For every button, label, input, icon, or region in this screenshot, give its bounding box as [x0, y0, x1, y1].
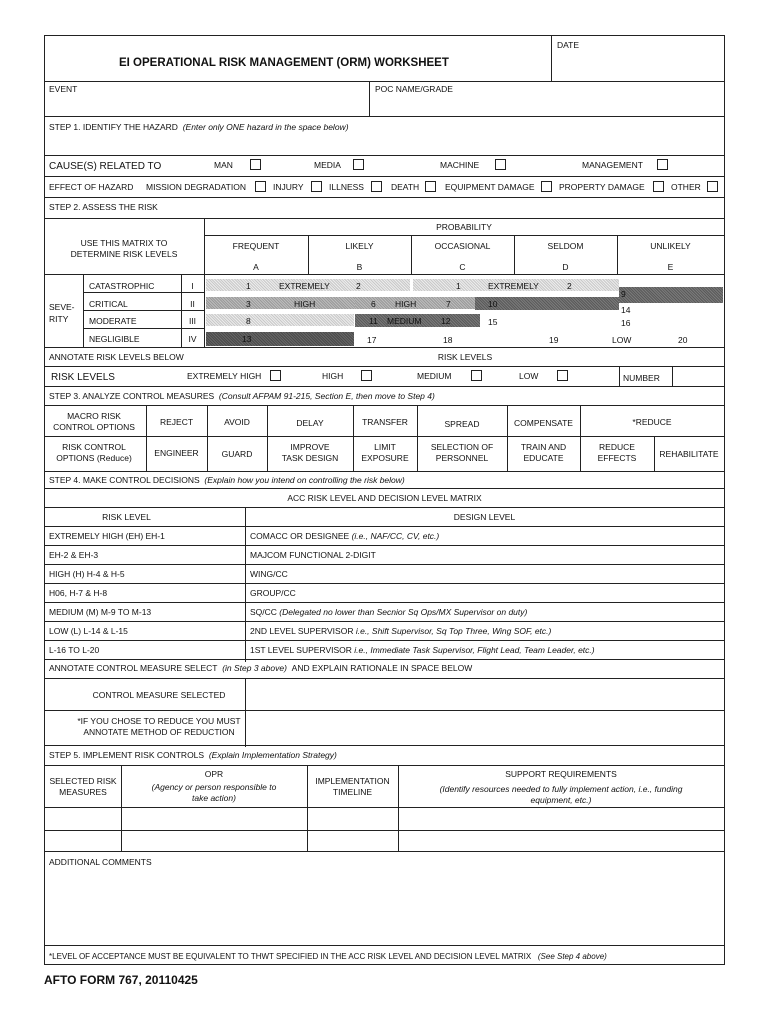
implementation-timeline-header: IMPLEMENTATION TIMELINE	[315, 776, 390, 797]
divider	[45, 807, 724, 808]
divider	[45, 621, 724, 622]
annotate-control-tail: AND EXPLAIN RATIONALE IN SPACE BELOW	[291, 663, 473, 673]
risk-row-6: LOW (L) L-14 & L-15	[49, 626, 128, 636]
step1-label: STEP 1. IDENTIFY THE HAZARD	[49, 122, 178, 132]
prob-letter-a: A	[253, 262, 259, 272]
divider	[45, 488, 724, 489]
opr-hint: (Agency or person responsible to take action)	[151, 782, 277, 803]
rc-limit-exposure[interactable]: LIMIT EXPOSURE	[361, 442, 409, 463]
matrix-value-7: 7	[446, 299, 451, 309]
risk-level-header: RISK LEVEL	[102, 512, 151, 522]
matrix-value-1: 1	[246, 281, 251, 291]
causes-label: CAUSE(S) RELATED TO	[49, 161, 162, 172]
annotate-control-label: ANNOTATE CONTROL MEASURE SELECT	[49, 663, 218, 673]
support-requirements-hint: (Identify resources needed to fully implement action, i.e., funding equipment, etc.)	[439, 784, 683, 805]
risk-row-4: H06, H-7 & H-8	[49, 588, 108, 598]
step3-label: STEP 3. ANALYZE CONTROL MEASURES	[49, 391, 215, 401]
divider	[45, 81, 724, 82]
risk-row-7: L-16 TO L-20	[49, 645, 100, 655]
design-level-note: (i.e., NAF/CC, CV, etc.)	[351, 531, 440, 541]
matrix-medium-cell	[619, 287, 723, 303]
step4-hint: (Explain how you intend on controlling the risk below)	[204, 475, 405, 485]
prob-letter-b: B	[356, 262, 363, 272]
divider	[45, 155, 724, 156]
event-label: EVENT	[49, 84, 78, 94]
severity-roman-ii: II	[190, 299, 195, 309]
support-requirements-header: SUPPORT REQUIREMENTS	[505, 769, 617, 779]
prob-frequent: FREQUENT	[232, 241, 280, 251]
macro-options-label: MACRO RISK CONTROL OPTIONS	[53, 411, 135, 432]
divider	[245, 507, 246, 662]
matrix-note: USE THIS MATRIX TO DETERMINE RISK LEVELS	[70, 238, 178, 259]
severity-critical: CRITICAL	[89, 299, 128, 309]
matrix-value-11: 11	[369, 316, 378, 326]
effect-mission-label: MISSION DEGRADATION	[146, 182, 246, 192]
matrix-high-cell	[206, 314, 354, 326]
design-level-text: WING/CC	[250, 569, 288, 579]
risk-level-low: LOW	[519, 371, 539, 381]
design-row-4	[250, 588, 296, 599]
step5-title	[49, 750, 337, 761]
design-level-text: 1ST LEVEL SUPERVISOR	[250, 645, 352, 655]
effect-mission-checkbox[interactable]	[255, 181, 266, 192]
orm-worksheet-form	[44, 35, 725, 965]
effect-equipment-checkbox[interactable]	[541, 181, 552, 192]
step5-label: STEP 5. IMPLEMENT RISK CONTROLS	[49, 750, 205, 760]
selected-risk-measures-header: SELECTED RISK MEASURES	[49, 776, 117, 797]
decision-matrix-title: ACC RISK LEVEL AND DECISION LEVEL MATRIX	[287, 493, 482, 503]
design-row-5	[250, 607, 527, 618]
date-label: DATE	[557, 40, 580, 50]
divider	[45, 564, 724, 565]
divider	[45, 745, 724, 746]
matrix-low-label: LOW	[612, 335, 632, 345]
prob-seldom: SELDOM	[547, 241, 584, 251]
form-title: EI OPERATIONAL RISK MANAGEMENT (ORM) WORKSHEET	[119, 57, 449, 69]
effect-injury-checkbox[interactable]	[311, 181, 322, 192]
footer-note	[49, 951, 607, 962]
design-level-note: i.e., Shift Supervisor, Sq Top Three, Wing SOF, etc.)	[355, 626, 552, 636]
risk-levels-label: RISK LEVELS	[51, 372, 115, 383]
macro-transfer[interactable]: TRANSFER	[362, 417, 408, 427]
divider	[45, 507, 724, 508]
cause-management-label: MANAGEMENT	[582, 160, 643, 170]
divider	[45, 659, 724, 660]
design-level-text: 2ND LEVEL SUPERVISOR	[250, 626, 354, 636]
risk-level-high-checkbox[interactable]	[361, 370, 372, 381]
rc-rehabilitate[interactable]: REHABILITATE	[659, 449, 719, 459]
cause-management-checkbox[interactable]	[657, 159, 668, 170]
divider	[45, 710, 724, 711]
control-measure-selected-label: CONTROL MEASURE SELECTED	[92, 690, 226, 700]
matrix-value-14: 14	[621, 305, 631, 315]
effect-property-label: PROPERTY DAMAGE	[559, 182, 645, 192]
divider	[45, 851, 724, 852]
rc-reduce-effects[interactable]: REDUCE EFFECTS	[597, 442, 637, 463]
design-level-header: DESIGN LEVEL	[453, 512, 516, 522]
matrix-medium-cell	[206, 332, 354, 346]
effect-death-label: DEATH	[391, 182, 420, 192]
matrix-medium-label: MEDIUM	[387, 316, 422, 326]
design-row-3	[250, 569, 288, 580]
divider	[83, 328, 205, 329]
divider	[204, 235, 724, 236]
probability-label: PROBABILITY	[436, 222, 492, 232]
matrix-value-6: 6	[371, 299, 376, 309]
cause-media-label: MEDIA	[314, 160, 341, 170]
severity-negligible: NEGLIGIBLE	[89, 334, 140, 344]
design-level-text: SQ/CC	[250, 607, 277, 617]
severity-catastrophic: CATASTROPHIC	[89, 281, 155, 291]
number-label: NUMBER	[623, 373, 660, 383]
risk-level-medium-checkbox[interactable]	[471, 370, 482, 381]
prob-likely: LIKELY	[345, 241, 374, 251]
matrix-high-label: HIGH	[395, 299, 417, 309]
divider	[619, 367, 620, 386]
matrix-value-12: 12	[441, 316, 451, 326]
step1-title	[49, 122, 349, 133]
risk-row-5: MEDIUM (M) M-9 TO M-13	[49, 607, 152, 617]
prob-letter-c: C	[459, 262, 466, 272]
severity-label: SEVE- RITY	[49, 302, 75, 324]
matrix-value-16: 16	[621, 318, 631, 328]
divider	[45, 436, 724, 437]
step1-hint: (Enter only ONE hazard in the space below)	[182, 122, 349, 132]
effect-illness-checkbox[interactable]	[371, 181, 382, 192]
risk-level-low-checkbox[interactable]	[557, 370, 568, 381]
cause-machine-label: MACHINE	[440, 160, 480, 170]
risk-level-extremely-high-checkbox[interactable]	[270, 370, 281, 381]
matrix-value-8: 8	[246, 316, 251, 326]
matrix-value-13: 13	[242, 334, 252, 344]
matrix-value-3: 3	[246, 299, 251, 309]
effect-equipment-label: EQUIPMENT DAMAGE	[445, 182, 535, 192]
rc-guard[interactable]: GUARD	[221, 449, 253, 459]
matrix-extremely-label: EXTREMELY	[488, 281, 539, 291]
divider	[45, 678, 724, 679]
matrix-value-19: 19	[549, 335, 559, 345]
design-row-6	[250, 626, 551, 637]
cause-media-checkbox[interactable]	[353, 159, 364, 170]
step3-hint: (Consult AFPAM 91-215, Section E, then move to Step 4)	[218, 391, 435, 401]
design-row-2	[250, 550, 376, 561]
matrix-value-2: 2	[356, 281, 361, 291]
divider	[369, 81, 370, 116]
effect-death-checkbox[interactable]	[425, 181, 436, 192]
severity-roman-iii: III	[188, 316, 197, 326]
divider	[45, 274, 724, 275]
design-row-7	[250, 645, 595, 656]
rc-train-and-educate[interactable]: TRAIN AND EDUCATE	[520, 442, 567, 463]
step4-title	[49, 475, 405, 486]
matrix-value-1: 1	[456, 281, 461, 291]
divider	[45, 386, 724, 387]
matrix-value-18: 18	[443, 335, 453, 345]
severity-moderate: MODERATE	[89, 316, 137, 326]
footer-note-text: *LEVEL OF ACCEPTANCE MUST BE EQUIVALENT TO THWT SPECIFIED IN THE ACC RISK LEVEL AND DECISION LEVEL MATRIX	[49, 952, 532, 961]
divider	[83, 292, 205, 293]
prob-letter-d: D	[562, 262, 569, 272]
step5-hint: (Explain Implementation Strategy)	[208, 750, 337, 760]
matrix-high-label: HIGH	[294, 299, 316, 309]
divider	[672, 367, 673, 386]
annotate-risk-label: ANNOTATE RISK LEVELS BELOW	[49, 352, 184, 362]
cause-man-label: MAN	[214, 160, 233, 170]
divider	[45, 197, 724, 198]
matrix-value-20: 20	[678, 335, 688, 345]
footer-note-hint: (See Step 4 above)	[537, 952, 607, 961]
divider	[45, 218, 724, 219]
divider	[45, 526, 724, 527]
risk-row-1: EXTREMELY HIGH (EH) EH-1	[49, 531, 165, 541]
risk-control-options-label: RISK CONTROL OPTIONS (Reduce)	[56, 442, 132, 463]
cause-machine-checkbox[interactable]	[495, 159, 506, 170]
rc-improve-task-design[interactable]: IMPROVE TASK DESIGN	[281, 442, 339, 463]
design-level-note: (Delegated no lower than Secnior Sq Ops/MX Supervisor on duty)	[279, 607, 528, 617]
divider	[45, 945, 724, 946]
effect-other-checkbox[interactable]	[707, 181, 718, 192]
poc-label: POC NAME/GRADE	[375, 84, 453, 94]
divider	[146, 405, 147, 471]
opr-header: OPR	[204, 769, 224, 779]
design-row-1	[250, 531, 439, 542]
effect-label: EFFECT OF HAZARD	[49, 182, 134, 192]
matrix-extremely-label: EXTREMELY	[279, 281, 330, 291]
divider	[45, 583, 724, 584]
matrix-value-10: 10	[488, 299, 498, 309]
risk-level-high: HIGH	[322, 371, 344, 381]
effect-illness-label: ILLNESS	[329, 182, 364, 192]
divider	[45, 765, 724, 766]
design-level-text: MAJCOM FUNCTIONAL 2-DIGIT	[250, 550, 376, 560]
effect-injury-label: INJURY	[273, 182, 304, 192]
prob-occasional: OCCASIONAL	[434, 241, 491, 251]
divider	[45, 116, 724, 117]
divider	[45, 545, 724, 546]
design-level-text: COMACC OR DESIGNEE	[250, 531, 350, 541]
risk-level-medium: MEDIUM	[417, 371, 452, 381]
macro-avoid[interactable]: AVOID	[224, 417, 250, 427]
step4-label: STEP 4. MAKE CONTROL DECISIONS	[49, 475, 200, 485]
divider	[45, 176, 724, 177]
macro-reject[interactable]: REJECT	[159, 417, 194, 427]
effect-property-checkbox[interactable]	[653, 181, 664, 192]
risk-row-2: EH-2 & EH-3	[49, 550, 99, 560]
macro-spread[interactable]: SPREAD	[444, 419, 480, 429]
macro-delay[interactable]: DELAY	[296, 418, 324, 428]
divider	[45, 640, 724, 641]
annotate-control-hint: (in Step 3 above)	[222, 663, 287, 673]
risk-row-3: HIGH (H) H-4 & H-5	[49, 569, 125, 579]
rc-engineer[interactable]: ENGINEER	[154, 448, 199, 458]
macro-reduce[interactable]: *REDUCE	[632, 417, 672, 427]
step3-title	[49, 391, 435, 402]
divider	[83, 310, 205, 311]
annotate-control-title	[49, 663, 472, 674]
divider	[551, 36, 552, 81]
severity-roman-iv: IV	[188, 334, 197, 344]
divider	[45, 830, 724, 831]
divider	[45, 602, 724, 603]
prob-letter-e: E	[667, 262, 674, 272]
step2-label: STEP 2. ASSESS THE RISK	[49, 202, 158, 212]
matrix-value-2: 2	[567, 281, 572, 291]
cause-man-checkbox[interactable]	[250, 159, 261, 170]
matrix-value-9: 9	[621, 289, 626, 299]
risk-levels-header: RISK LEVELS	[437, 352, 493, 362]
divider	[45, 347, 724, 348]
divider	[45, 471, 724, 472]
reduce-method-note: *IF YOU CHOSE TO REDUCE YOU MUST ANNOTATE METHOD OF REDUCTION	[77, 716, 241, 737]
macro-compensate[interactable]: COMPENSATE	[514, 418, 573, 428]
form-id: AFTO FORM 767, 20110425	[44, 973, 198, 987]
rc-selection-of-personnel[interactable]: SELECTION OF PERSONNEL	[430, 442, 494, 463]
prob-unlikely: UNLIKELY	[650, 241, 691, 251]
severity-roman-i: I	[191, 281, 194, 291]
design-level-note: i.e., Immediate Task Supervisor, Flight Lead, Team Leader, etc.)	[354, 645, 595, 655]
effect-other-label: OTHER	[671, 182, 701, 192]
design-level-text: GROUP/CC	[250, 588, 296, 598]
matrix-value-15: 15	[488, 317, 498, 327]
risk-level-extremely-high: EXTREMELY HIGH	[187, 371, 262, 381]
divider	[45, 366, 724, 367]
additional-comments-label: ADDITIONAL COMMENTS	[49, 857, 152, 867]
matrix-value-17: 17	[367, 335, 377, 345]
